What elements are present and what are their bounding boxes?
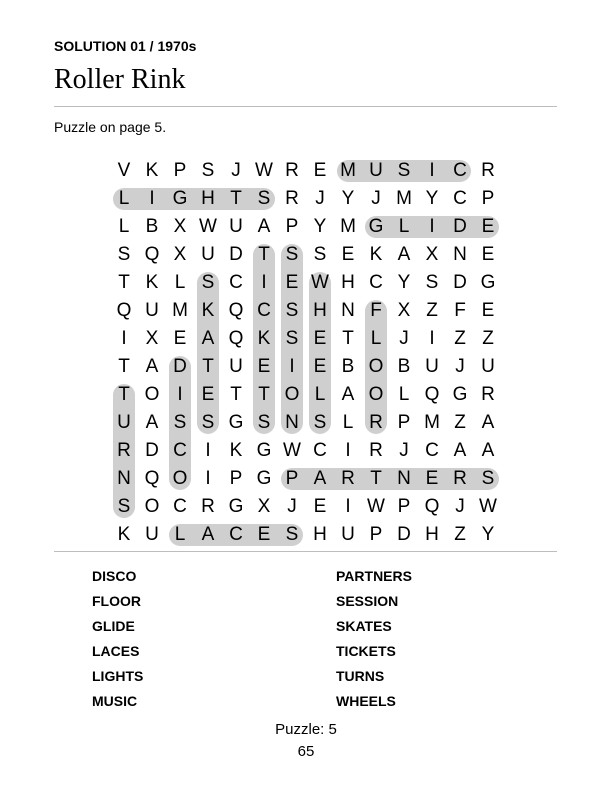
grid-letter: A xyxy=(481,440,495,461)
grid-letter: T xyxy=(230,188,242,209)
grid-letter: I xyxy=(205,440,211,461)
grid-letter: Q xyxy=(144,468,160,489)
grid-letter: I xyxy=(261,272,267,293)
grid-letter: W xyxy=(367,496,385,517)
grid-letter: R xyxy=(369,412,383,433)
grid-letter: E xyxy=(285,272,299,293)
grid-letter: A xyxy=(397,244,411,265)
grid-letter: T xyxy=(118,356,130,377)
grid-letter: O xyxy=(144,496,160,517)
word-list-item: TURNS xyxy=(336,668,385,684)
grid-letter: Q xyxy=(424,384,440,405)
grid-letter: I xyxy=(121,328,127,349)
grid-letter: I xyxy=(289,356,295,377)
grid-letter: S xyxy=(313,412,327,433)
grid-letter: X xyxy=(145,328,159,349)
grid-letter: N xyxy=(285,412,299,433)
grid-letter: Q xyxy=(116,300,132,321)
word-list-item: SKATES xyxy=(336,618,392,634)
grid-letter: E xyxy=(481,216,495,237)
grid-letter: P xyxy=(229,468,243,489)
grid-letter: T xyxy=(118,272,130,293)
grid-letter: T xyxy=(258,384,270,405)
grid-letter: Z xyxy=(454,412,466,433)
puzzle-label: Puzzle: 5 xyxy=(275,721,337,738)
grid-letter: W xyxy=(283,440,301,461)
grid-letter: A xyxy=(481,412,495,433)
grid-letter: H xyxy=(341,272,355,293)
grid-letter: A xyxy=(145,412,159,433)
grid-letter: I xyxy=(205,468,211,489)
grid-letter: P xyxy=(285,216,299,237)
grid-letter: J xyxy=(287,496,297,517)
grid-letter: T xyxy=(370,468,382,489)
grid-letter: G xyxy=(228,412,244,433)
grid-letter: C xyxy=(229,524,243,545)
word-list-item: TICKETS xyxy=(336,643,396,659)
grid-letter: T xyxy=(258,244,270,265)
grid-letter: Y xyxy=(425,188,439,209)
grid-letter: R xyxy=(481,160,495,181)
grid-letter: F xyxy=(370,300,382,321)
grid-letter: U xyxy=(229,216,243,237)
grid-letter: S xyxy=(117,244,131,265)
word-list-item: SESSION xyxy=(336,593,399,609)
grid-letter: S xyxy=(117,496,131,517)
grid-letter: C xyxy=(453,188,467,209)
grid-letter: H xyxy=(313,524,327,545)
grid-letter: U xyxy=(117,412,131,433)
grid-letter: A xyxy=(453,440,467,461)
grid-letter: G xyxy=(256,440,272,461)
grid-letter: Q xyxy=(144,244,160,265)
word-list-item: LACES xyxy=(92,643,140,659)
grid-letter: C xyxy=(257,300,271,321)
grid-letter: Y xyxy=(481,524,495,545)
grid-letter: I xyxy=(345,496,351,517)
grid-letter: J xyxy=(455,496,465,517)
grid-letter: T xyxy=(202,356,214,377)
grid-letter: U xyxy=(369,160,383,181)
grid-letter: A xyxy=(145,356,159,377)
grid-letter: G xyxy=(452,384,468,405)
word-list-item: MUSIC xyxy=(92,693,138,709)
grid-letter: J xyxy=(455,356,465,377)
grid-letter: E xyxy=(173,328,187,349)
grid-letter: R xyxy=(453,468,467,489)
grid-letter: D xyxy=(397,524,411,545)
page-title: Roller Rink xyxy=(54,64,186,95)
grid-letter: O xyxy=(172,468,188,489)
grid-letter: M xyxy=(396,188,412,209)
grid-letter: R xyxy=(481,384,495,405)
grid-letter: G xyxy=(228,496,244,517)
grid-letter: P xyxy=(397,496,411,517)
grid-letter: X xyxy=(173,216,187,237)
grid-letter: C xyxy=(425,440,439,461)
grid-letter: R xyxy=(369,440,383,461)
grid-letter: K xyxy=(117,524,131,545)
grid-letter: V xyxy=(117,160,131,181)
grid-letter: E xyxy=(341,244,355,265)
grid-letter: P xyxy=(285,468,299,489)
grid-letter: Q xyxy=(228,300,244,321)
grid-letter: B xyxy=(341,356,355,377)
grid-letter: Y xyxy=(341,188,355,209)
word-list-right xyxy=(336,564,412,714)
grid-letter: S xyxy=(173,412,187,433)
grid-letter: J xyxy=(231,160,241,181)
grid-letter: T xyxy=(230,384,242,405)
grid-letter: I xyxy=(429,328,435,349)
word-list-item: WHEELS xyxy=(336,693,396,709)
grid-letter: R xyxy=(285,160,299,181)
grid-letter: U xyxy=(341,524,355,545)
grid-letter: S xyxy=(257,188,271,209)
grid-letter: L xyxy=(174,524,186,545)
grid-letter: U xyxy=(145,300,159,321)
grid-letter: W xyxy=(479,496,497,517)
grid-letter: G xyxy=(480,272,496,293)
grid-letter: R xyxy=(285,188,299,209)
grid-letter: Y xyxy=(397,272,411,293)
grid-letter: L xyxy=(342,412,354,433)
grid-letter: G xyxy=(256,468,272,489)
grid-letter: I xyxy=(345,440,351,461)
grid-letter: S xyxy=(285,524,299,545)
grid-letter: S xyxy=(481,468,495,489)
grid-letter: F xyxy=(454,300,466,321)
grid-letter: K xyxy=(229,440,243,461)
grid-letter: R xyxy=(341,468,355,489)
grid-letter: D xyxy=(145,440,159,461)
grid-letter: K xyxy=(145,160,159,181)
grid-letter: S xyxy=(425,272,439,293)
grid-letter: S xyxy=(285,328,299,349)
grid-letter: M xyxy=(172,300,188,321)
grid-letter: J xyxy=(399,328,409,349)
grid-letter: M xyxy=(340,216,356,237)
grid-letter: B xyxy=(397,356,411,377)
grid-letter: D xyxy=(453,272,467,293)
grid-letter: U xyxy=(201,244,215,265)
grid-letter: W xyxy=(199,216,217,237)
bottom-divider xyxy=(54,551,557,552)
word-list-left xyxy=(92,564,143,714)
grid-letter: M xyxy=(340,160,356,181)
grid-letter: S xyxy=(257,412,271,433)
grid-letter: U xyxy=(145,524,159,545)
grid-letter: L xyxy=(370,328,382,349)
grid-letter: J xyxy=(399,440,409,461)
grid-letter: D xyxy=(229,244,243,265)
grid-letter: A xyxy=(313,468,327,489)
grid-letter: C xyxy=(313,440,327,461)
grid-letter: K xyxy=(257,328,271,349)
grid-letter: L xyxy=(174,272,186,293)
word-list-item: GLIDE xyxy=(92,618,135,634)
grid-letter: P xyxy=(397,412,411,433)
word-list-item: PARTNERS xyxy=(336,568,412,584)
grid-letter: Q xyxy=(228,328,244,349)
grid-letter: N xyxy=(117,468,131,489)
grid-letter: U xyxy=(425,356,439,377)
grid-letter: B xyxy=(145,216,159,237)
grid-letter: S xyxy=(285,300,299,321)
grid-letter: W xyxy=(255,160,273,181)
grid-letter: N xyxy=(341,300,355,321)
grid-letter: I xyxy=(177,384,183,405)
grid-letter: S xyxy=(285,244,299,265)
grid-letter: Z xyxy=(426,300,438,321)
grid-letter: X xyxy=(173,244,187,265)
grid-letter: G xyxy=(368,216,384,237)
grid-letter: S xyxy=(201,160,215,181)
grid-letter: L xyxy=(398,384,410,405)
word-list-item: LIGHTS xyxy=(92,668,144,684)
grid-letter: P xyxy=(369,524,383,545)
grid-letter: T xyxy=(342,328,354,349)
grid-letter: M xyxy=(424,412,440,433)
grid-letter: S xyxy=(201,412,215,433)
grid-letter: I xyxy=(429,216,435,237)
grid-letter: X xyxy=(425,244,439,265)
grid-letter: E xyxy=(481,244,495,265)
grid-letter: Z xyxy=(482,328,494,349)
grid-letter: G xyxy=(172,188,188,209)
grid-letter: E xyxy=(257,524,271,545)
grid-letter: Z xyxy=(454,328,466,349)
grid-letter: U xyxy=(481,356,495,377)
grid-letter: L xyxy=(118,216,130,237)
grid-letter: H xyxy=(201,188,215,209)
grid-letter: A xyxy=(201,328,215,349)
word-list-item: FLOOR xyxy=(92,593,141,609)
grid-letter: C xyxy=(453,160,467,181)
grid-letter: U xyxy=(229,356,243,377)
grid-letter: O xyxy=(368,384,384,405)
grid-letter: H xyxy=(425,524,439,545)
grid-letter: E xyxy=(257,356,271,377)
grid-letter: D xyxy=(173,356,187,377)
puzzle-note: Puzzle on page 5. xyxy=(54,119,167,135)
grid-letter: X xyxy=(397,300,411,321)
grid-letter: P xyxy=(173,160,187,181)
grid-letter: C xyxy=(173,496,187,517)
grid-letter: H xyxy=(313,300,327,321)
grid-letter: E xyxy=(201,384,215,405)
grid-letter: R xyxy=(117,440,131,461)
grid-letter: X xyxy=(257,496,271,517)
grid-letter: N xyxy=(453,244,467,265)
grid-letter: S xyxy=(397,160,411,181)
grid-letter: L xyxy=(118,188,130,209)
grid-letter: S xyxy=(201,272,215,293)
grid-letter: C xyxy=(229,272,243,293)
grid-letter: C xyxy=(173,440,187,461)
grid-letter: Z xyxy=(454,524,466,545)
grid-letter: K xyxy=(201,300,215,321)
grid-letter: A xyxy=(257,216,271,237)
grid-letter: T xyxy=(118,384,130,405)
grid-letter: E xyxy=(313,328,327,349)
grid-letter: R xyxy=(201,496,215,517)
grid-letter: L xyxy=(314,384,326,405)
grid-letter: I xyxy=(429,160,435,181)
grid-letter: J xyxy=(371,188,381,209)
grid-letter: I xyxy=(149,188,155,209)
word-list-item: DISCO xyxy=(92,568,137,584)
grid-letter: A xyxy=(201,524,215,545)
grid-letter: C xyxy=(369,272,383,293)
grid-letter: E xyxy=(425,468,439,489)
grid-letter: E xyxy=(313,160,327,181)
grid-letter: O xyxy=(284,384,300,405)
grid-letter: K xyxy=(145,272,159,293)
grid-letter: S xyxy=(313,244,327,265)
grid-letter: Y xyxy=(313,216,327,237)
grid-letter: N xyxy=(397,468,411,489)
grid-letter: O xyxy=(144,384,160,405)
grid-letter: A xyxy=(341,384,355,405)
grid-letter: L xyxy=(398,216,410,237)
grid-letter: P xyxy=(481,188,495,209)
grid-letter: Q xyxy=(424,496,440,517)
page-number: 65 xyxy=(297,743,315,760)
grid-letter: O xyxy=(368,356,384,377)
grid-letter: E xyxy=(313,356,327,377)
grid-letter: E xyxy=(481,300,495,321)
grid-letter: D xyxy=(453,216,467,237)
solution-heading: SOLUTION 01 / 1970s xyxy=(54,38,197,54)
grid-letter: J xyxy=(315,188,325,209)
grid-letter: W xyxy=(311,272,329,293)
grid-letter: K xyxy=(369,244,383,265)
grid-letter: E xyxy=(313,496,327,517)
